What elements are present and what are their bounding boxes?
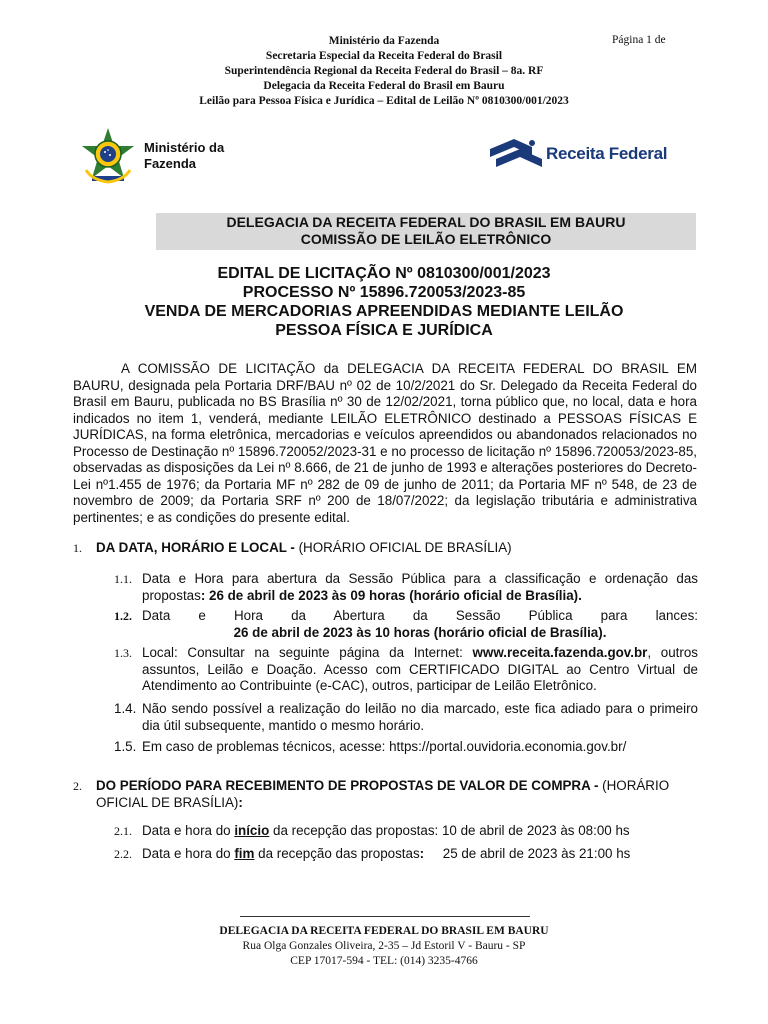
ouvidoria-link[interactable]: Em caso de problemas técnicos, acesse: https://portal.ouvidoria.economia.gov.br/ [142, 739, 627, 754]
edital-number: EDITAL DE LICITAÇÃO Nº 0810300/001/2023 [217, 265, 551, 282]
header-auction-ref: Leilão para Pessoa Física e Jurídica – Edital de Leilão Nº 0810300/001/2023 [199, 95, 569, 107]
footer-contact: CEP 17017-594 - TEL: (014) 3235-4766 [290, 955, 478, 967]
ministerio-fazenda-logo [78, 126, 238, 190]
section-1-3: 1.3. Local: Consultar na seguinte página da Internet: www.receita.fazenda.gov.br, outros assuntos, Leilão e Doação. Acesso com CERTIFICADO DIGITAL ao Centro Virtual de Atendimento ao Contribuinte (e-CAC), outros, participar de Leilão Eletrônico. [114, 645, 698, 693]
header-ministry: Ministério da Fazenda [328, 35, 440, 47]
page-number: Página 1 de [612, 34, 666, 46]
ministerio-fazenda-text: Ministério da Fazenda [144, 140, 225, 171]
band-delegacy: DELEGACIA DA RECEITA FEDERAL DO BRASIL EM BAURU [226, 214, 626, 230]
section-1-heading: 1. DA DATA, HORÁRIO E LOCAL - (HORÁRIO OFICIAL DE BRASÍLIA) [73, 540, 512, 555]
intro-paragraph: A COMISSÃO DE LICITAÇÃO da DELEGACIA DA RECEITA FEDERAL DO BRASIL EM BAURU, designada pela Portaria DRF/BAU nº 02 de 10/2/2021 do Sr. Delegado da Receita Federal do Brasil em Bauru, publicada no BS Brasília nº 30 de 12/02/2021, torna público que, no local, data e hora indicados no item 1, venderá, mediante LEILÃO ELETRÔNICO destinado a PESSOAS FÍSICAS E JURÍDICAS, na forma eletrônica, mercadorias e veículos apreendidos ou abandonados relacionados no Processo de Destinação nº 15896.720052/2023-31 e no processo de licitação nº 15896.720053/2023-85, observadas as disposições da Lei nº 8.666, de 21 de junho de 1993 e alterações posteriores do Decreto-Lei nº1.455 de 1976; da Portaria MF nº 282 de 09 de junho de 2011; da Portaria MF nº 548, de 23 de novembro de 2009; da Portaria SRF nº 200 de 18/07/2022; da legislação tributária e administrativa pertinentes; e as condições do presente edital. [73, 361, 697, 525]
section-1-1: 1.1. Data e Hora para abertura da Sessão Pública para a classificação e ordenação das propostas: 26 de abril de 2023 às 09 horas (horário oficial de Brasília). [114, 571, 698, 603]
audience: PESSOA FÍSICA E JURÍDICA [275, 322, 493, 339]
receita-federal-emblem-icon [486, 135, 546, 171]
commission-band [156, 213, 696, 250]
section-2-2: 2.2. Data e hora do fim da recepção das propostas: 25 de abril de 2023 às 21:00 hs [114, 846, 631, 861]
receita-website-link[interactable]: www.receita.fazenda.gov.br [472, 645, 648, 660]
header-delegacy: Delegacia da Receita Federal do Brasil em Bauru [263, 80, 505, 92]
footer-delegacy: DELEGACIA DA RECEITA FEDERAL DO BRASIL EM BAURU [219, 925, 549, 937]
receita-federal-logo [486, 133, 676, 173]
band-commission: COMISSÃO DE LEILÃO ELETRÔNICO [300, 231, 552, 247]
footer-divider [240, 916, 530, 917]
section-2-1: 2.1. Data e hora do início da recepção das propostas: 10 de abril de 2023 às 08:00 hs [114, 823, 630, 838]
document-footer [0, 924, 768, 969]
process-number: PROCESSO Nº 15896.720053/2023-85 [242, 284, 526, 301]
header-secretariat: Secretaria Especial da Receita Federal do Brasil [265, 50, 503, 62]
section-2-heading: 2. DO PERÍODO PARA RECEBIMENTO DE PROPOSTAS DE VALOR DE COMPRA - (HORÁRIO OFICIAL DE BRASÍLIA): [73, 778, 670, 810]
sale-description: VENDA DE MERCADORIAS APREENDIDAS MEDIANTE LEILÃO [144, 303, 624, 320]
section-1-2: 1.2. Data e Hora da Abertura da Sessão Pública para lances: 26 de abril de 2023 às 10 horas (horário oficial de Brasília). [114, 608, 698, 640]
section-1-4: 1.4. Não sendo possível a realização do leilão no dia marcado, este fica adiado para o primeiro dia útil subsequente, mantido o mesmo horário. [114, 701, 698, 733]
brazil-coat-of-arms-icon [78, 126, 138, 186]
receita-federal-text: Receita Federal [546, 144, 668, 163]
section-1-5: 1.5. Em caso de problemas técnicos, acesse: https://portal.ouvidoria.economia.gov.br/ [114, 739, 698, 756]
footer-address: Rua Olga Gonzales Oliveira, 2-35 – Jd Estoril V - Bauru - SP [242, 940, 526, 952]
header-superintendency: Superintendência Regional da Receita Federal do Brasil – 8a. RF [224, 65, 544, 77]
edital-title [0, 264, 768, 340]
